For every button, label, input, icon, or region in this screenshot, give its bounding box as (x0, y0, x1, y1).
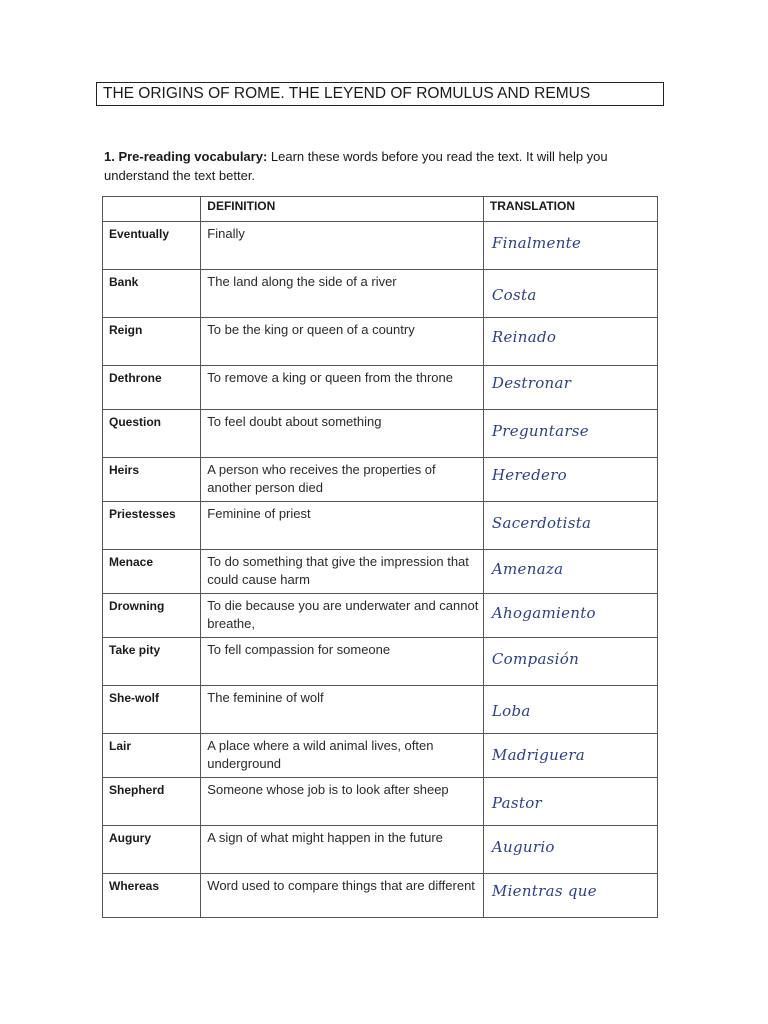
handwritten-translation: Loba (491, 702, 531, 720)
table-row (103, 686, 658, 734)
table-row (103, 594, 658, 638)
table-row (103, 550, 658, 594)
table-row (103, 734, 658, 778)
table-row (103, 270, 658, 318)
vocab-word: Reign (103, 318, 201, 366)
handwritten-translation: Heredero (491, 466, 567, 484)
vocab-word: Drowning (103, 594, 201, 638)
vocab-definition: Someone whose job is to look after sheep (201, 778, 484, 826)
vocab-word: Eventually (103, 222, 201, 270)
vocab-word: Priestesses (103, 502, 201, 550)
vocab-definition: A place where a wild animal lives, often underground (201, 734, 484, 778)
vocab-definition: To remove a king or queen from the throne (201, 366, 484, 410)
vocab-translation-cell (483, 318, 657, 366)
table-row (103, 318, 658, 366)
table-row (103, 826, 658, 874)
table-row (103, 638, 658, 686)
handwritten-translation: Destronar (491, 374, 572, 392)
vocab-definition: The feminine of wolf (201, 686, 484, 734)
vocab-word: Take pity (103, 638, 201, 686)
vocab-word: Lair (103, 734, 201, 778)
handwritten-translation: Pastor (491, 794, 542, 812)
instructions-text: Learn these words before you read the text. It will help you understand the text better. (104, 149, 608, 183)
handwritten-translation: Mientras que (491, 882, 597, 900)
vocab-definition: The land along the side of a river (201, 270, 484, 318)
handwritten-translation: Finalmente (491, 234, 582, 252)
vocab-translation-cell (483, 874, 657, 918)
vocab-translation-cell (483, 826, 657, 874)
vocab-translation-cell (483, 366, 657, 410)
header-word (103, 197, 201, 222)
vocab-word: Augury (103, 826, 201, 874)
vocab-word: She-wolf (103, 686, 201, 734)
vocab-translation-cell (483, 778, 657, 826)
handwritten-translation: Madriguera (491, 746, 586, 764)
vocab-definition: To die because you are underwater and cannot breathe, (201, 594, 484, 638)
header-definition: DEFINITION (201, 197, 484, 222)
vocab-definition: To fell compassion for someone (201, 638, 484, 686)
vocab-definition: To feel doubt about something (201, 410, 484, 458)
table-row (103, 874, 658, 918)
vocab-translation-cell (483, 550, 657, 594)
handwritten-translation: Preguntarse (491, 422, 589, 440)
handwritten-translation: Compasión (491, 650, 580, 668)
instructions-label: 1. Pre-reading vocabulary: (104, 149, 268, 164)
handwritten-translation: Amenaza (491, 560, 564, 578)
vocab-translation-cell (483, 734, 657, 778)
vocabulary-table (102, 196, 658, 918)
vocab-word: Menace (103, 550, 201, 594)
vocab-translation-cell (483, 594, 657, 638)
vocab-translation-cell (483, 686, 657, 734)
vocab-translation-cell (483, 270, 657, 318)
table-row (103, 366, 658, 410)
vocab-translation-cell (483, 410, 657, 458)
vocab-translation-cell (483, 502, 657, 550)
handwritten-translation: Sacerdotista (491, 514, 592, 532)
vocab-definition: Word used to compare things that are different (201, 874, 484, 918)
header-translation: TRANSLATION (483, 197, 657, 222)
vocab-definition: A person who receives the properties of another person died (201, 458, 484, 502)
vocab-definition: A sign of what might happen in the future (201, 826, 484, 874)
handwritten-translation: Augurio (491, 838, 555, 856)
table-row (103, 458, 658, 502)
vocab-definition: Finally (201, 222, 484, 270)
instructions (104, 147, 664, 185)
document-title: THE ORIGINS OF ROME. THE LEYEND OF ROMULUS AND REMUS (96, 82, 664, 106)
vocab-word: Bank (103, 270, 201, 318)
vocab-word: Shepherd (103, 778, 201, 826)
handwritten-translation: Ahogamiento (491, 604, 596, 622)
vocab-word: Dethrone (103, 366, 201, 410)
vocab-word: Question (103, 410, 201, 458)
handwritten-translation: Reinado (491, 328, 557, 346)
table-row (103, 778, 658, 826)
vocab-translation-cell (483, 222, 657, 270)
vocab-word: Whereas (103, 874, 201, 918)
table-row (103, 410, 658, 458)
vocab-translation-cell (483, 638, 657, 686)
vocab-definition: To do something that give the impression that could cause harm (201, 550, 484, 594)
vocab-definition: Feminine of priest (201, 502, 484, 550)
vocab-translation-cell (483, 458, 657, 502)
table-row (103, 222, 658, 270)
table-row (103, 502, 658, 550)
handwritten-translation: Costa (491, 286, 537, 304)
vocab-definition: To be the king or queen of a country (201, 318, 484, 366)
table-header-row (103, 197, 658, 222)
vocab-word: Heirs (103, 458, 201, 502)
